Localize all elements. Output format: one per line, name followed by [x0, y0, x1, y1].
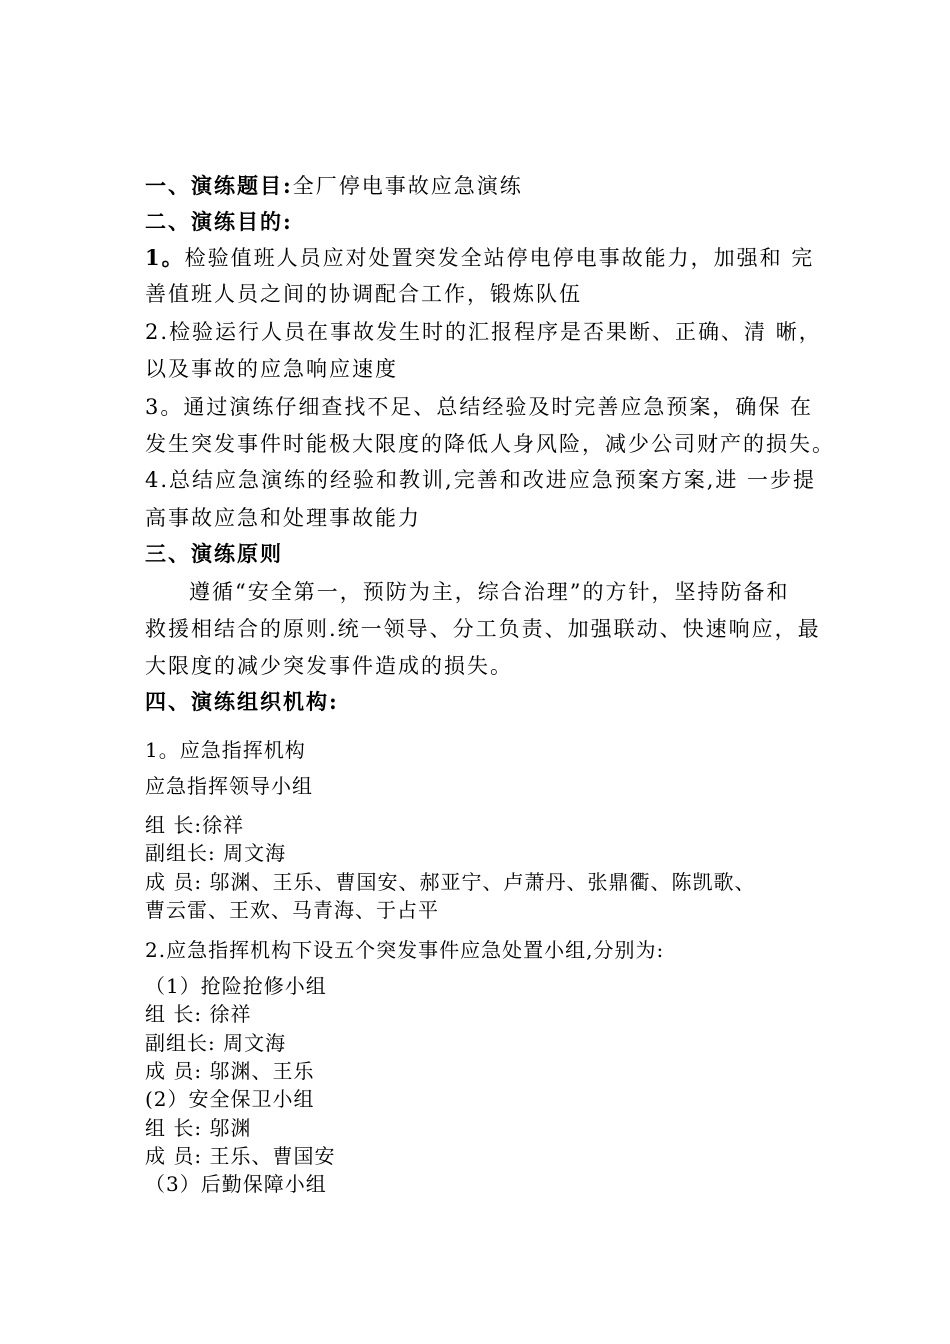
group-1-leader: 组 长: 徐祥	[145, 1002, 252, 1026]
section-1-heading: 一、演练题目:	[145, 173, 293, 198]
purpose-1-line-1	[145, 244, 814, 272]
org-1-heading: 1。应急指挥机构	[145, 738, 306, 762]
purpose-1-line-2: 善值班人员之间的协调配合工作，锻炼队伍	[145, 282, 582, 306]
org-1-subheading: 应急指挥领导小组	[145, 774, 313, 798]
purpose-1-number: 1。	[145, 245, 185, 270]
principle-line-1: 遵循“安全第一，预防为主，综合治理”的方针，坚持防备和	[189, 580, 790, 604]
purpose-2-line-2: 以及事故的应急响应速度	[145, 357, 398, 381]
section-1-text: 全厂停电事故应急演练	[292, 174, 523, 198]
purpose-2-line-1: 2.检验运行人员在事故发生时的汇报程序是否果断、正确、清 晰，	[145, 320, 822, 344]
group-2-title: (2）安全保卫小组	[145, 1087, 315, 1111]
group-1-title: （1）抢险抢修小组	[145, 974, 327, 998]
group-1-members: 成 员: 邬渊、王乐	[145, 1059, 315, 1083]
section-2-heading: 二、演练目的:	[145, 209, 293, 234]
section-3-heading: 三、演练原则	[145, 541, 283, 566]
group-1-deputy: 副组长: 周文海	[145, 1031, 287, 1055]
org-deputy: 副组长: 周文海	[145, 841, 287, 865]
org-leader: 组 长:徐祥	[145, 813, 245, 837]
org-2-heading: 2.应急指挥机构下设五个突发事件应急处置小组,分别为:	[145, 938, 665, 962]
org-members-line-2: 曹云雷、王欢、马青海、于占平	[145, 898, 439, 922]
purpose-1-text: 检验值班人员应对处置突发全站停电停电事故能力，加强和 完	[184, 246, 815, 270]
purpose-4-line-1: 4.总结应急演练的经验和教训,完善和改进应急预案方案,进 一步提	[145, 468, 817, 492]
org-members-line-1: 成 员: 邬渊、王乐、曹国安、郝亚宁、卢萧丹、张鼎衢、陈凯歌、	[145, 870, 756, 894]
purpose-3-line-1: 3。通过演练仔细查找不足、总结经验及时完善应急预案，确保 在	[145, 395, 814, 419]
principle-line-2: 救援相结合的原则.统一领导、分工负责、加强联动、快速响应，最	[145, 617, 821, 641]
group-2-leader: 组 长: 邬渊	[145, 1116, 252, 1140]
group-2-members: 成 员: 王乐、曹国安	[145, 1144, 336, 1168]
group-3-title: （3）后勤保障小组	[145, 1172, 327, 1196]
section-1-line	[145, 172, 523, 200]
purpose-4-line-2: 高事故应急和处理事故能力	[145, 506, 421, 530]
purpose-3-line-2: 发生突发事件时能极大限度的降低人身风险，减少公司财产的损失。	[145, 432, 835, 456]
principle-line-3: 大限度的减少突发事件造成的损失。	[145, 654, 513, 678]
section-4-heading: 四、演练组织机构:	[145, 689, 339, 714]
